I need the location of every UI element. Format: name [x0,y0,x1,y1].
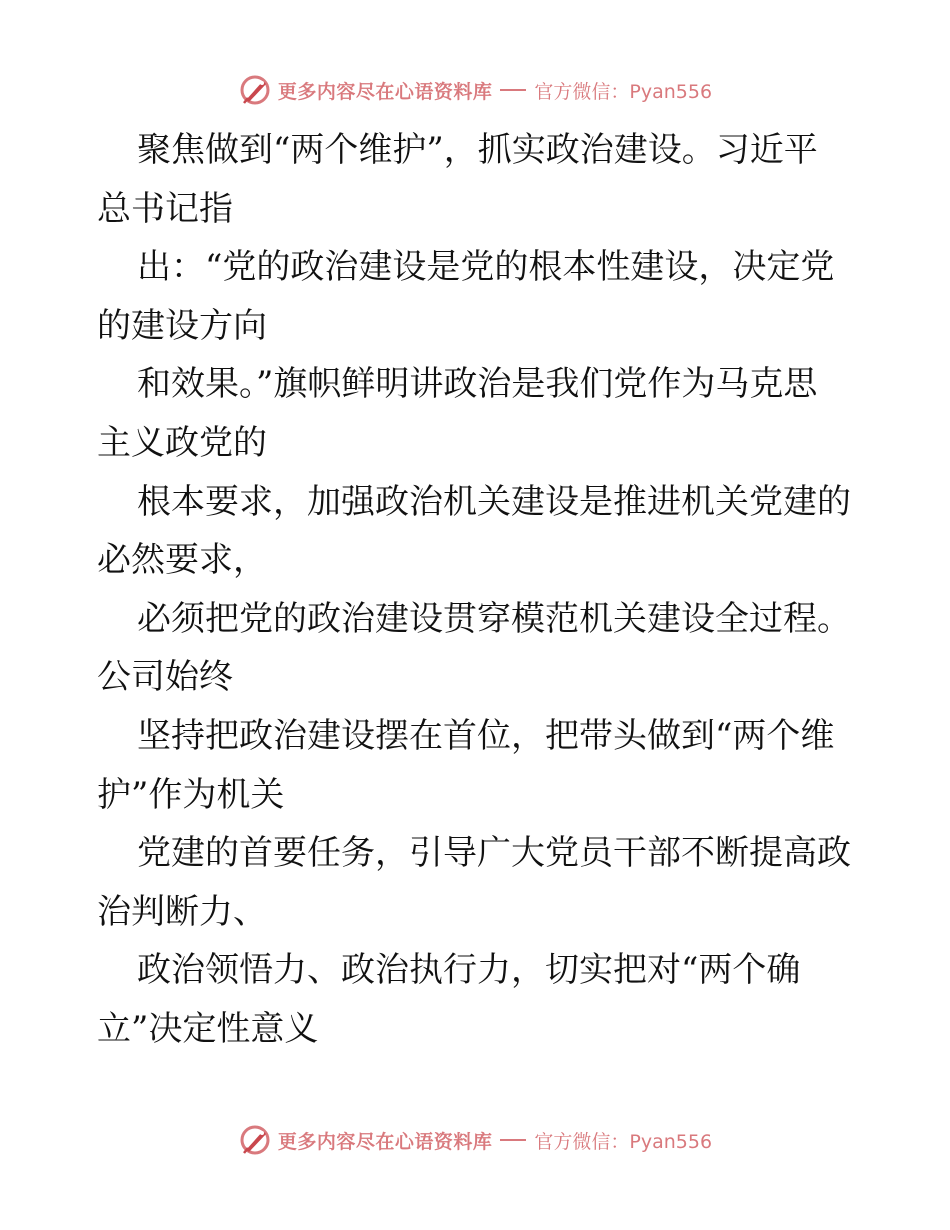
banner-main-text: 更多内容尽在心语资料库 [277,80,493,103]
text-line: 的建设方向 [97,305,267,346]
header-banner [0,70,950,110]
footer-banner [0,1120,950,1160]
text-line: 出：“党的政治建设是党的根本性建设，决定党 [137,247,835,288]
text-line: 聚焦做到“两个维护”，抓实政治建设。习近平 [137,130,818,170]
banner-wechat-text: 官方微信：Pyan556 [534,1130,713,1153]
text-line: 必须把党的政治建设贯穿模范机关建设全过程。 [137,598,851,639]
text-line: 公司始终 [97,657,233,698]
text-line: 护”作为机关 [97,774,285,815]
text-line: 必然要求， [97,540,267,581]
banner-dash-separator [500,89,526,91]
text-line: 根本要求，加强政治机关建设是推进机关党建的 [137,481,851,522]
text-line: 政治领悟力、政治执行力，切实把对“两个确 [137,950,801,991]
banner-dash-separator [500,1139,526,1141]
text-line: 立”决定性意义 [97,1008,319,1049]
banner-main-text: 更多内容尽在心语资料库 [277,1130,493,1153]
text-line: 党建的首要任务，引导广大党员干部不断提高政 [137,833,851,874]
text-line: 主义政党的 [97,422,267,463]
banner-wechat-text: 官方微信：Pyan556 [534,80,713,103]
quill-pen-logo-icon [238,73,272,107]
body-paragraph [97,121,857,1059]
text-line: 治判断力、 [97,891,267,932]
text-line: 和效果。”旗帜鲜明讲政治是我们党作为马克思 [137,364,818,405]
quill-pen-logo-icon [238,1123,272,1157]
text-line: 总书记指 [97,188,233,229]
text-line: 坚持把政治建设摆在首位，把带头做到“两个维 [137,715,835,756]
